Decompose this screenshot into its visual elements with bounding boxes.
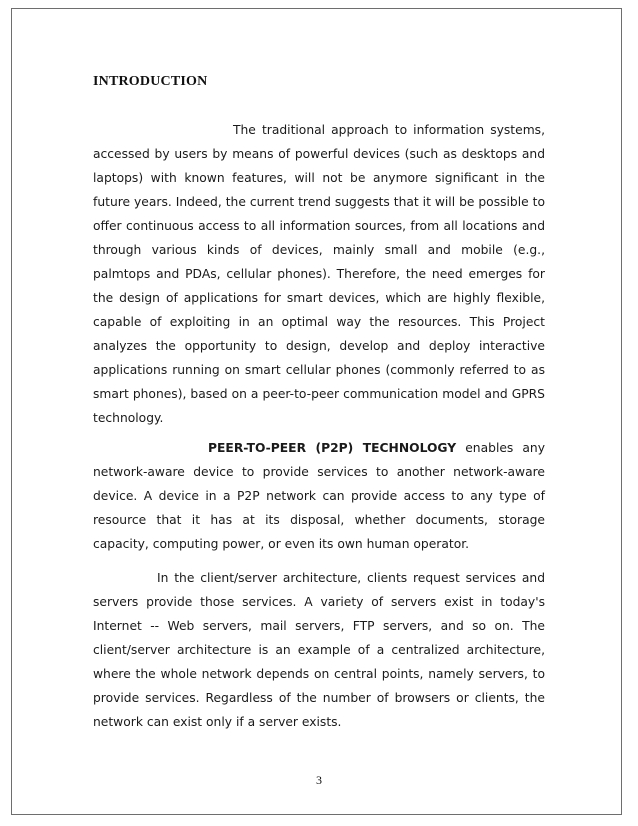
p2p-paragraph — [93, 436, 545, 556]
p2p-paragraph-text: enables any network-aware device to provide services to another network-aware device. A device in a P2P network can provide access to any type of resource that it has at its disposal, whether documents, storage capacity, computing power, or even its own human operator. — [93, 441, 546, 551]
p2p-term: PEER-TO-PEER (P2P) TECHNOLOGY — [208, 441, 457, 455]
intro-paragraph: The traditional approach to information systems, accessed by users by means of powerful devices (such as desktops and laptops) with known features, will not be anymore significant in the future years. Indeed, the current trend suggests that it will be possible to offer continuous access to all information sources, from all locations and through various kinds of devices, mainly small and mobile (e.g., palmtops and PDAs, cellular phones). Therefore, the need emerges for the design of applications for smart devices, which are highly flexible, capable of exploiting in an optimal way the resources. This Project analyzes the opportunity to design, develop and deploy interactive applications running on smart cellular phones (commonly referred to as smart phones), based on a peer-to-peer communication model and GPRS technology. — [93, 123, 545, 425]
page-number: 3 — [316, 773, 322, 787]
section-heading: INTRODUCTION — [93, 74, 208, 89]
client-server-paragraph: In the client/server architecture, clients request services and servers provide those services. A variety of servers exist in today's Internet -- Web servers, mail servers, FTP servers, and so on. The client/server architecture is an example of a centralized architecture, where the whole network depends on central points, namely servers, to provide services. Regardless of the number of browsers or clients, the network can exist only if a server exists. — [93, 571, 545, 729]
